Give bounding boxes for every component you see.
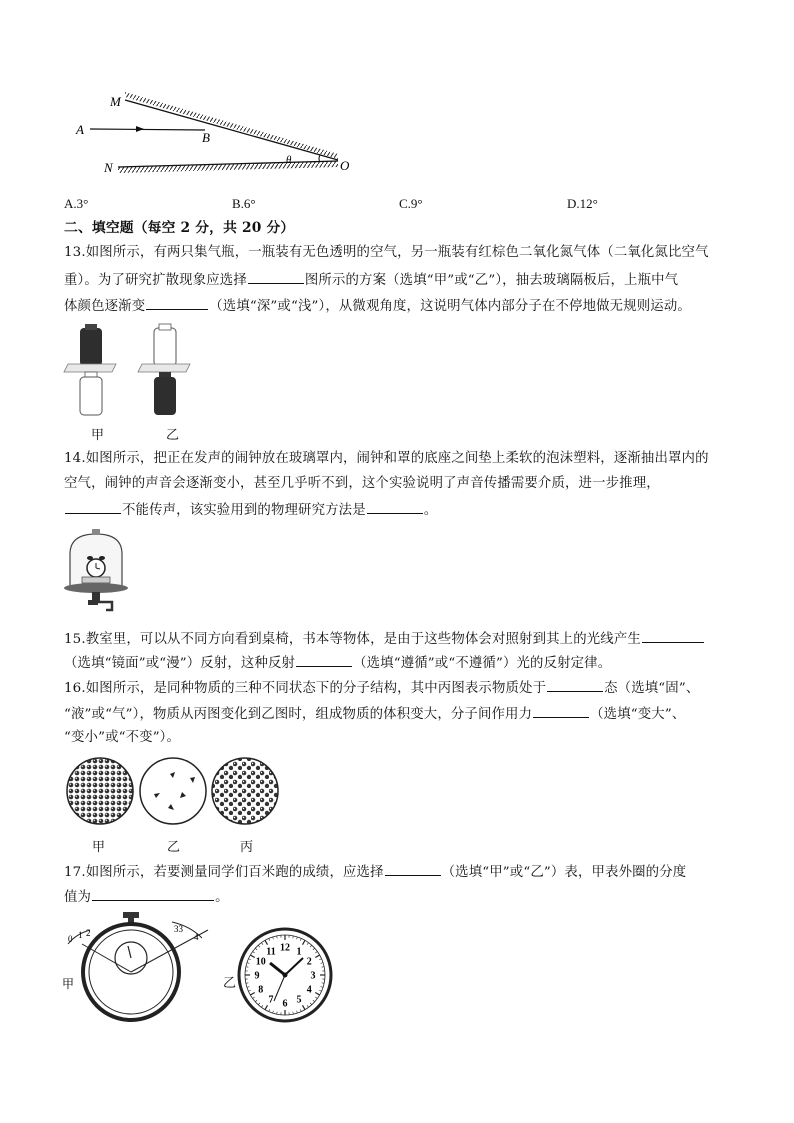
clock-caption-yi: 乙 [223, 976, 237, 991]
q15-blank-1[interactable] [642, 628, 704, 643]
option-d: D.12° [567, 196, 598, 211]
q17-text-b: （选填“甲”或“乙”）表，甲表外圈的分度 [441, 865, 687, 880]
q13-line3 [64, 295, 744, 317]
clock-number: 5 [296, 994, 302, 1006]
q17-line1 [64, 861, 744, 883]
q16-caption-jia: 甲 [92, 840, 106, 855]
q13-caption-jia: 甲 [91, 428, 105, 443]
q14-line2: 空气，闹钟的声音会逐渐变小，甚至几乎听不到，这个实验说明了声音传播需要介质，进一步推理， [64, 476, 660, 491]
q13-line1: 13.如图所示，有两只集气瓶，一瓶装有无色透明的空气，另一瓶装有红棕色二氧化氮气体（二氧化氮比空气 [64, 245, 709, 260]
q13-line2 [64, 269, 744, 291]
option-b: B.6° [232, 196, 256, 211]
option-c: C.9° [399, 196, 423, 211]
q14-line1: 14.如图所示，把正在发声的闹钟放在玻璃罩内，闹钟和罩的底座之间垫上柔软的泡沫塑料，逐渐抽出罩内的 [64, 451, 709, 466]
clock-number: 1 [296, 946, 302, 958]
q17-line2 [64, 886, 744, 908]
clock-number: 12 [280, 942, 290, 954]
stopwatch-label-0: 0 [68, 934, 73, 944]
clock-number: 11 [266, 946, 276, 958]
q16-text-d: （选填“变大”、 [590, 707, 686, 722]
mirror-N-hatch [118, 161, 338, 173]
q16-caption-bing: 丙 [240, 840, 254, 855]
q16-caption-yi: 乙 [167, 840, 181, 855]
q16-text-c: “液”或“气”），物质从丙图变化到乙图时，组成物质的体积变大，分子间作用力 [64, 707, 533, 722]
label-theta: θ [286, 154, 292, 166]
gas-state [140, 758, 206, 824]
q14-text-b: 。 [423, 503, 438, 518]
stopwatch-label-1: 1 [78, 930, 83, 940]
label-A: A [76, 122, 84, 137]
q16-line1 [64, 677, 744, 699]
liquid-state [212, 758, 278, 824]
q13-text-d: （选填“深”或“浅”），从微观角度，这说明气体内部分子在不停地做无规则运动。 [209, 299, 691, 314]
label-O: O [340, 158, 350, 173]
ray-arrow [136, 126, 144, 132]
stopwatch-label-4: 4 [194, 932, 199, 942]
q14-blank-2[interactable] [367, 499, 423, 514]
angle-arc [319, 155, 320, 162]
bell-jar-figure [62, 528, 132, 614]
clock-number: 7 [268, 994, 274, 1006]
q16-text-a: 16.如图所示，是同种物质的三种不同状态下的分子结构，其中丙图表示物质处于 [64, 681, 547, 696]
q14-blank-1[interactable] [65, 499, 121, 514]
q16-text-b: 态（选填“固”、 [604, 681, 700, 696]
clock-number: 8 [258, 984, 264, 996]
gas-jars-figure [62, 322, 212, 420]
section-title: 二、填空题（每空 2 分，共 20 分） [64, 220, 295, 236]
q15-text-b: （选填“镜面”或“漫”）反射，这种反射 [64, 656, 296, 671]
label-M: M [110, 94, 121, 109]
stopwatch-label-2: 2 [86, 928, 91, 938]
q15-line1 [64, 628, 744, 650]
q16-line2 [64, 703, 744, 725]
clock-number: 4 [306, 984, 312, 996]
jar-set-jia [64, 324, 116, 415]
incident-ray [90, 129, 205, 130]
q14-line3 [64, 499, 744, 521]
q16-blank-1[interactable] [547, 677, 603, 692]
label-N: N [104, 160, 113, 175]
q15-text-c: （选填“遵循”或“不遵循”）光的反射定律。 [353, 656, 612, 671]
clock-number: 3 [310, 970, 316, 982]
jar-set-yi [138, 324, 190, 415]
q13-text-a: 重）。为了研究扩散现象应选择 [64, 273, 247, 288]
q15-text-a: 15.教室里，可以从不同方向看到桌椅，书本等物体，是由于这些物体会对照射到其上的光线产生 [64, 632, 641, 647]
stopwatch-label-33: 33 [174, 924, 183, 934]
q17-blank-2[interactable] [92, 886, 214, 901]
clock-number: 9 [254, 970, 260, 982]
q13-blank-1[interactable] [248, 269, 304, 284]
mirror-M-hatch [125, 92, 338, 159]
q17-blank-1[interactable] [385, 861, 441, 876]
q13-caption-yi: 乙 [166, 428, 180, 443]
q14-text-a: 不能传声，该实验用到的物理研究方法是 [122, 503, 366, 518]
clock-number: 2 [306, 956, 312, 968]
q13-text-b: 图所示的方案（选填“甲”或“乙”），抽去玻璃隔板后，上瓶中气 [304, 273, 679, 288]
stopwatch-caption-jia: 甲 [62, 977, 75, 991]
stopwatch-figure [62, 908, 222, 1028]
q13-blank-2[interactable] [146, 295, 208, 310]
q16-blank-2[interactable] [533, 703, 589, 718]
q13-text-c: 体颜色逐渐变 [64, 299, 146, 314]
q17-text-c: 值为 [64, 890, 92, 905]
mirror-angle-figure [70, 92, 370, 182]
clock-number: 10 [255, 956, 266, 968]
q16-line3: “变小”或“不变”）。 [64, 730, 181, 745]
option-a: A.3° [64, 196, 89, 211]
molecule-states-figure [62, 752, 282, 832]
q17-text-d: 。 [215, 890, 229, 905]
label-B: B [202, 130, 210, 145]
q17-text-a: 17.如图所示，若要测量同学们百米跑的成绩，应选择 [64, 865, 384, 880]
wall-clock-figure [236, 926, 334, 1024]
solid-state [67, 758, 133, 824]
clock-number: 6 [282, 998, 288, 1010]
q15-line2 [64, 652, 744, 674]
q15-blank-2[interactable] [296, 652, 352, 667]
